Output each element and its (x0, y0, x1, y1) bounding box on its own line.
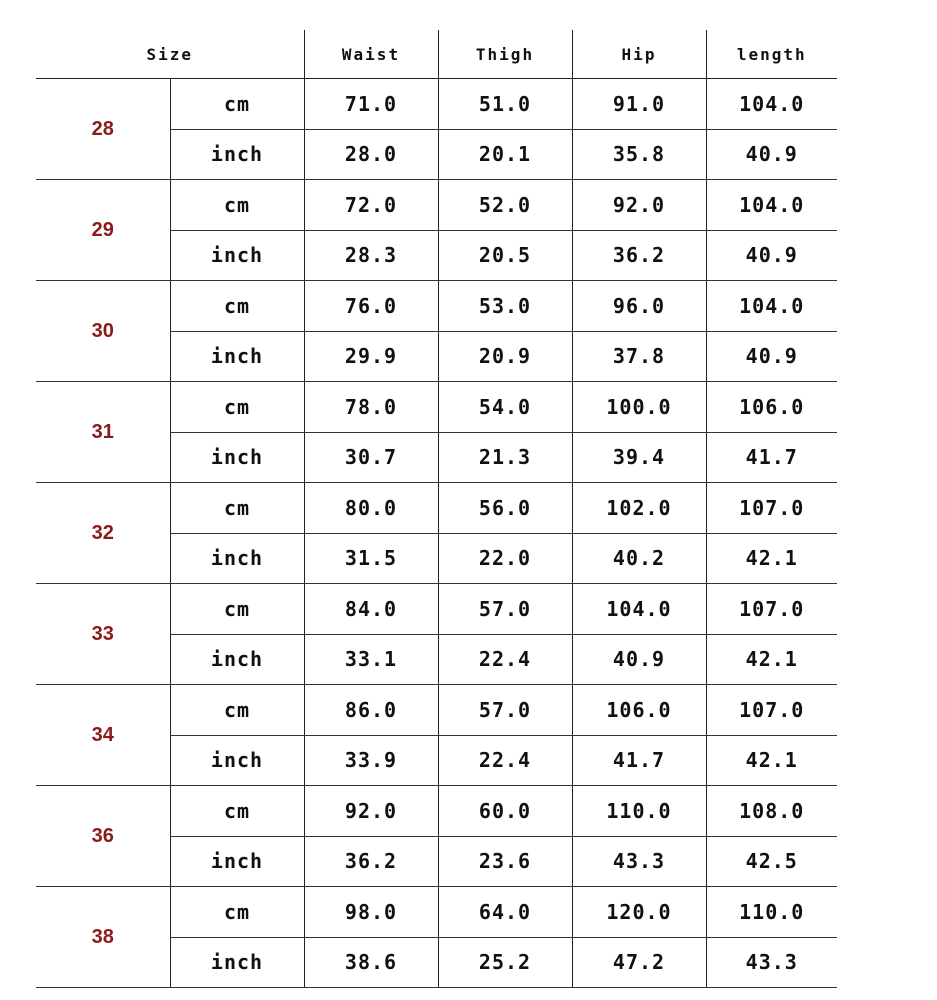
length-value: 42.1 (706, 735, 837, 786)
hip-value: 37.8 (572, 331, 706, 382)
waist-value: 80.0 (304, 483, 438, 534)
waist-value: 29.9 (304, 331, 438, 382)
unit-label-cm: cm (170, 584, 304, 635)
hip-value: 106.0 (572, 685, 706, 736)
size-label: 28 (36, 79, 170, 180)
waist-value: 30.7 (304, 432, 438, 483)
waist-value: 84.0 (304, 584, 438, 635)
hip-value: 41.7 (572, 735, 706, 786)
length-value: 42.1 (706, 533, 837, 584)
thigh-value: 57.0 (438, 584, 572, 635)
length-value: 110.0 (706, 887, 837, 938)
hip-value: 92.0 (572, 180, 706, 231)
hip-value: 43.3 (572, 836, 706, 887)
thigh-value: 57.0 (438, 685, 572, 736)
thigh-value: 56.0 (438, 483, 572, 534)
length-value: 104.0 (706, 79, 837, 130)
thigh-value: 22.4 (438, 735, 572, 786)
thigh-value: 20.9 (438, 331, 572, 382)
length-value: 107.0 (706, 483, 837, 534)
thigh-value: 25.2 (438, 937, 572, 988)
table-row-28-cm (36, 79, 837, 130)
waist-value: 36.2 (304, 836, 438, 887)
table-row-32-cm (36, 483, 837, 534)
size-label: 34 (36, 685, 170, 786)
length-value: 107.0 (706, 584, 837, 635)
size-label: 29 (36, 180, 170, 281)
header-length: length (706, 30, 837, 79)
table-row-34-cm (36, 685, 837, 736)
length-value: 106.0 (706, 382, 837, 433)
unit-label-inch: inch (170, 432, 304, 483)
unit-label-cm: cm (170, 786, 304, 837)
waist-value: 33.9 (304, 735, 438, 786)
unit-label-inch: inch (170, 735, 304, 786)
hip-value: 96.0 (572, 281, 706, 332)
waist-value: 72.0 (304, 180, 438, 231)
unit-label-inch: inch (170, 634, 304, 685)
length-value: 104.0 (706, 180, 837, 231)
length-value: 108.0 (706, 786, 837, 837)
table-header (36, 30, 837, 79)
hip-value: 39.4 (572, 432, 706, 483)
unit-label-cm: cm (170, 685, 304, 736)
unit-label-cm: cm (170, 79, 304, 130)
header-waist: Waist (304, 30, 438, 79)
unit-label-cm: cm (170, 887, 304, 938)
size-label: 38 (36, 887, 170, 988)
table-body (36, 79, 837, 988)
unit-label-cm: cm (170, 483, 304, 534)
table-row-30-cm (36, 281, 837, 332)
thigh-value: 54.0 (438, 382, 572, 433)
length-value: 42.1 (706, 634, 837, 685)
hip-value: 91.0 (572, 79, 706, 130)
hip-value: 40.9 (572, 634, 706, 685)
hip-value: 104.0 (572, 584, 706, 635)
header-row (36, 30, 837, 79)
table-row-33-cm (36, 584, 837, 635)
hip-value: 102.0 (572, 483, 706, 534)
length-value: 104.0 (706, 281, 837, 332)
waist-value: 76.0 (304, 281, 438, 332)
hip-value: 47.2 (572, 937, 706, 988)
unit-label-inch: inch (170, 533, 304, 584)
thigh-value: 53.0 (438, 281, 572, 332)
waist-value: 78.0 (304, 382, 438, 433)
length-value: 40.9 (706, 230, 837, 281)
waist-value: 31.5 (304, 533, 438, 584)
thigh-value: 23.6 (438, 836, 572, 887)
waist-value: 33.1 (304, 634, 438, 685)
unit-label-cm: cm (170, 382, 304, 433)
waist-value: 28.0 (304, 129, 438, 180)
table-row-29-cm (36, 180, 837, 231)
size-label: 31 (36, 382, 170, 483)
table-row-31-cm (36, 382, 837, 433)
unit-label-inch: inch (170, 331, 304, 382)
unit-label-inch: inch (170, 937, 304, 988)
length-value: 40.9 (706, 129, 837, 180)
thigh-value: 64.0 (438, 887, 572, 938)
table-row-38-cm (36, 887, 837, 938)
size-label: 32 (36, 483, 170, 584)
thigh-value: 51.0 (438, 79, 572, 130)
thigh-value: 60.0 (438, 786, 572, 837)
waist-value: 28.3 (304, 230, 438, 281)
hip-value: 35.8 (572, 129, 706, 180)
length-value: 42.5 (706, 836, 837, 887)
unit-label-cm: cm (170, 180, 304, 231)
size-label: 36 (36, 786, 170, 887)
thigh-value: 20.5 (438, 230, 572, 281)
length-value: 41.7 (706, 432, 837, 483)
thigh-value: 20.1 (438, 129, 572, 180)
hip-value: 110.0 (572, 786, 706, 837)
size-label: 33 (36, 584, 170, 685)
length-value: 43.3 (706, 937, 837, 988)
size-chart-table (36, 30, 837, 988)
header-size: Size (36, 30, 304, 79)
unit-label-inch: inch (170, 836, 304, 887)
waist-value: 98.0 (304, 887, 438, 938)
thigh-value: 22.0 (438, 533, 572, 584)
hip-value: 100.0 (572, 382, 706, 433)
waist-value: 86.0 (304, 685, 438, 736)
unit-label-inch: inch (170, 230, 304, 281)
waist-value: 92.0 (304, 786, 438, 837)
thigh-value: 52.0 (438, 180, 572, 231)
hip-value: 40.2 (572, 533, 706, 584)
size-label: 30 (36, 281, 170, 382)
hip-value: 120.0 (572, 887, 706, 938)
waist-value: 38.6 (304, 937, 438, 988)
table-row-36-cm (36, 786, 837, 837)
waist-value: 71.0 (304, 79, 438, 130)
unit-label-cm: cm (170, 281, 304, 332)
length-value: 107.0 (706, 685, 837, 736)
length-value: 40.9 (706, 331, 837, 382)
thigh-value: 21.3 (438, 432, 572, 483)
unit-label-inch: inch (170, 129, 304, 180)
header-hip: Hip (572, 30, 706, 79)
hip-value: 36.2 (572, 230, 706, 281)
header-thigh: Thigh (438, 30, 572, 79)
thigh-value: 22.4 (438, 634, 572, 685)
